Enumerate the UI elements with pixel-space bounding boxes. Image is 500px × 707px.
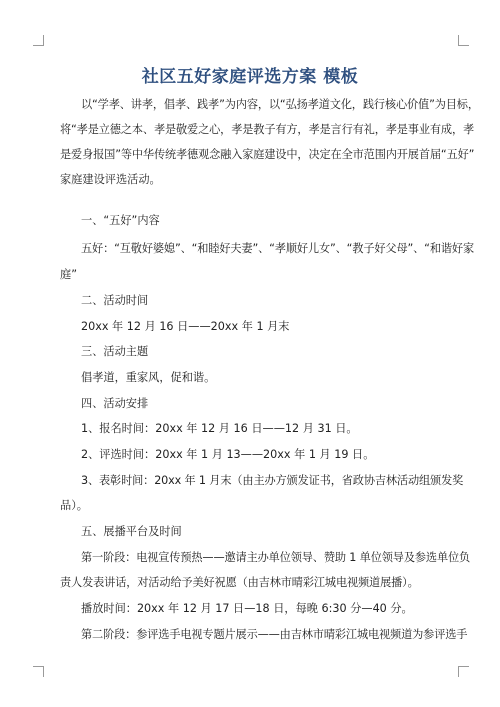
stage-1-line-1: 第一阶段：电视宣传预热——邀请主办单位领导、赞助 1 单位领导及参选单位负 (81, 551, 471, 564)
five-good-line-2: 庭” (60, 268, 77, 281)
section-heading-4: 四、活动安排 (81, 397, 149, 410)
broadcast-time: 播放时间：20xx 年 12 月 17 日—18 日，每晚 6:30 分—40 分。 (81, 602, 413, 615)
activity-theme: 倡孝道，重家风，促和谐。 (81, 371, 216, 384)
page-corner-mark-bottom-right (458, 666, 469, 677)
schedule-item-1: 1、报名时间：20xx 年 12 月 16 日——12 月 31 日。 (81, 422, 358, 435)
schedule-item-3-line-1: 3、表彰时间：20xx 年 1 月末（由主办方颁发证书，省政协吉林活动组颁发奖 (81, 474, 464, 487)
intro-line-3: 是爱身报国”等中华传统孝德观念融入家庭建设中，决定在全市范围内开展首届“五好” (60, 148, 475, 161)
section-heading-5: 五、展播平台及时间 (81, 525, 182, 538)
intro-line-4: 家庭建设评选活动。 (60, 173, 161, 186)
section-heading-3: 三、活动主题 (81, 345, 149, 358)
schedule-item-3-line-2: 品）。 (60, 499, 88, 512)
intro-line-1: 以“学孝、讲孝，倡孝、践孝”为内容，以“弘扬孝道文化，践行核心价值”为目标， (81, 98, 479, 111)
activity-time: 20xx 年 12 月 16 日——20xx 年 1 月末 (81, 320, 290, 333)
page-corner-mark-top-left (33, 35, 44, 46)
intro-line-2: 将“孝是立德之本、孝是敬爱之心，孝是教子有方，孝是言行有礼，孝是事业有成，孝 (60, 123, 475, 136)
stage-2-line-1: 第二阶段：参评选手电视专题片展示——由吉林市晴彩江城电视频道为参评选手 (81, 628, 468, 641)
page-corner-mark-top-right (458, 35, 469, 46)
five-good-line-1: 五好：“互敬好婆媳”、“和睦好夫妻”、“孝顺好儿女”、“教子好父母”、“和谐好家 (81, 242, 474, 255)
stage-1-line-2: 责人发表讲话，对活动给予美好祝愿（由吉林市晴彩江城电视频道展播）。 (60, 576, 419, 589)
document-title: 社区五好家庭评选方案 模板 (141, 67, 359, 87)
section-heading-1: 一、“五好”内容 (81, 214, 160, 227)
schedule-item-2: 2、评选时间：20xx 年 1 月 13——20xx 年 1 月 19 日。 (81, 448, 375, 461)
section-heading-2: 二、活动时间 (81, 294, 149, 307)
page-corner-mark-bottom-left (33, 666, 44, 677)
